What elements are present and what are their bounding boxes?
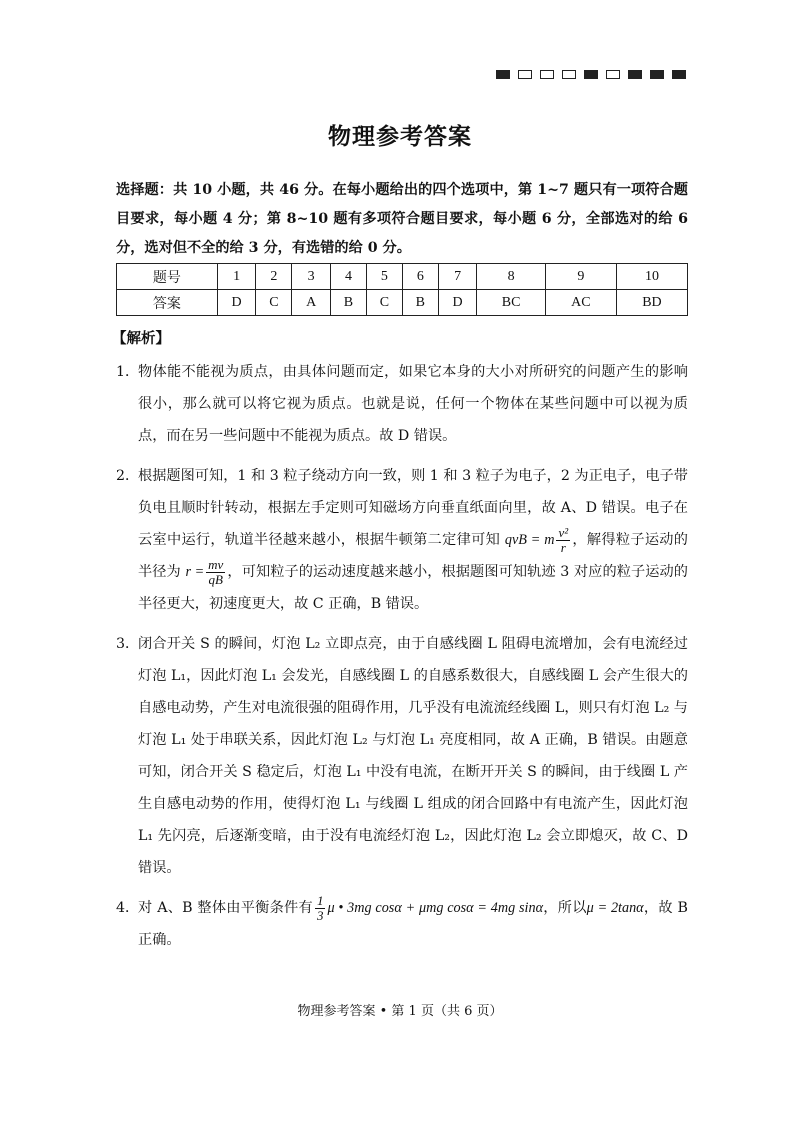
analysis-heading: 【解析】 — [112, 330, 170, 347]
equation-balance: μ • 3mg cosα + μmg cosα = 4mg sinα — [327, 900, 544, 916]
intro-paragraph — [116, 176, 688, 263]
header-marks — [496, 70, 686, 79]
item-text: ，故 B 正确。 — [138, 900, 688, 948]
answer-cell: AC — [545, 290, 616, 316]
question-number-cell: 7 — [438, 264, 477, 290]
analysis-item-2 — [116, 460, 688, 620]
analysis-list — [116, 356, 688, 964]
fraction-numerator: v² — [558, 524, 569, 540]
fraction-numerator: mv — [208, 556, 224, 572]
header-mark — [628, 70, 642, 79]
equation-lorentz: qvB = m — [504, 532, 555, 548]
analysis-item-1 — [116, 356, 688, 452]
header-mark — [496, 70, 510, 79]
analysis-item-3 — [116, 628, 688, 884]
item-text: 对 A、B 整体由平衡条件有 — [138, 900, 313, 916]
page-title: 物理参考答案 — [328, 123, 472, 150]
fraction — [556, 526, 570, 555]
item-text: ，解得粒子运动的半径为 — [138, 532, 688, 580]
fraction-denominator: 3 — [316, 907, 324, 923]
item-text: ，可知粒子的运动速度越来越小，根据题图可知轨迹 3 对应的粒子运动的半径更大，初速度更大，故 C 正确，B 错误。 — [138, 564, 688, 612]
answer-cell: C — [256, 290, 292, 316]
question-number-cell: 6 — [402, 264, 438, 290]
header-mark — [650, 70, 664, 79]
fraction — [315, 894, 326, 923]
item-number: 4． — [116, 900, 140, 916]
header-mark — [672, 70, 686, 79]
fraction-denominator: qB — [208, 571, 223, 587]
page-footer: 物理参考答案 • 第 1 页（共 6 页） — [297, 1004, 503, 1019]
question-number-cell: 3 — [292, 264, 331, 290]
question-number-cell: 2 — [256, 264, 292, 290]
answer-cell: BC — [477, 290, 545, 316]
header-mark — [562, 70, 576, 79]
answer-cell: D — [217, 290, 256, 316]
row-label-answer: 答案 — [117, 290, 218, 316]
header-mark — [518, 70, 532, 79]
header-mark — [606, 70, 620, 79]
table-row — [117, 290, 688, 316]
item-number: 3． — [116, 636, 140, 652]
intro-text: 选择题：共 10 小题，共 46 分。在每小题给出的四个选项中，第 1~7 题只有一项符合题目要求，每小题 4 分；第 8~10 题有多项符合题目要求，每小题 6 分，全部选对的给 6 分，选对但不全的给 3 分，有选错的给 0 分。 — [116, 182, 688, 256]
analysis-item-4 — [116, 892, 688, 956]
question-number-cell: 8 — [477, 264, 545, 290]
answer-cell: B — [402, 290, 438, 316]
question-number-cell: 10 — [616, 264, 687, 290]
question-number-cell: 4 — [330, 264, 366, 290]
header-mark — [584, 70, 598, 79]
fraction-numerator: 1 — [316, 892, 324, 908]
equation-radius: r = — [185, 564, 205, 580]
answer-cell: C — [366, 290, 402, 316]
answer-cell: BD — [616, 290, 687, 316]
equation-mu: μ = 2tanα — [586, 900, 644, 916]
answer-cell: D — [438, 290, 477, 316]
fraction — [206, 558, 225, 587]
table-row — [117, 264, 688, 290]
question-number-cell: 1 — [217, 264, 256, 290]
item-number: 2． — [116, 468, 140, 484]
row-label-number: 题号 — [117, 264, 218, 290]
answer-table — [116, 263, 688, 316]
header-mark — [540, 70, 554, 79]
question-number-cell: 9 — [545, 264, 616, 290]
item-number: 1． — [116, 364, 140, 380]
item-text: 根据题图可知，1 和 3 粒子绕动方向一致，则 1 和 3 粒子为电子，2 为正电子，电子带负电且顺时针转动，根据左手定则可知磁场方向垂直纸面向里，故 A、D 错误。电子在云室中运行，轨道半径越来越小，根据牛顿第二定律可知 — [138, 468, 688, 548]
item-text: 物体能不能视为质点，由具体问题而定，如果它本身的大小对所研究的问题产生的影响很小，那么就可以将它视为质点。也就是说，任何一个物体在某些问题中可以视为质点，而在另一些问题中不能视为质点。故 D 错误。 — [138, 364, 688, 444]
item-text: 闭合开关 S 的瞬间，灯泡 L₂ 立即点亮，由于自感线圈 L 阻碍电流增加，会有电流经过灯泡 L₁，因此灯泡 L₁ 会发光，自感线圈 L 的自感系数很大，自感线圈 L 会产生很大的自感电动势，产生对电流很强的阻碍作用，几乎没有电流流经线圈 L，则只有灯泡 L₂ 与灯泡 L₁ 处于串联关系，因此灯泡 L₂ 与灯泡 L₁ 亮度相同，故 A 正确，B 错误。由题意可知，闭合开关 S 稳定后，灯泡 L₁ 中没有电流，在断开开关 S 的瞬间，由于线圈 L 产生自感电动势的作用，使得灯泡 L₁ 与线圈 L 组成的闭合回路中有电流产生，因此灯泡 L₁ 先闪亮，后逐渐变暗，由于没有电流经灯泡 L₂，因此灯泡 L₂ 会立即熄灭，故 C、D 错误。 — [138, 636, 688, 876]
answer-cell: A — [292, 290, 331, 316]
answer-cell: B — [330, 290, 366, 316]
question-number-cell: 5 — [366, 264, 402, 290]
fraction-denominator: r — [560, 539, 566, 555]
item-text: ，所以 — [543, 900, 587, 916]
